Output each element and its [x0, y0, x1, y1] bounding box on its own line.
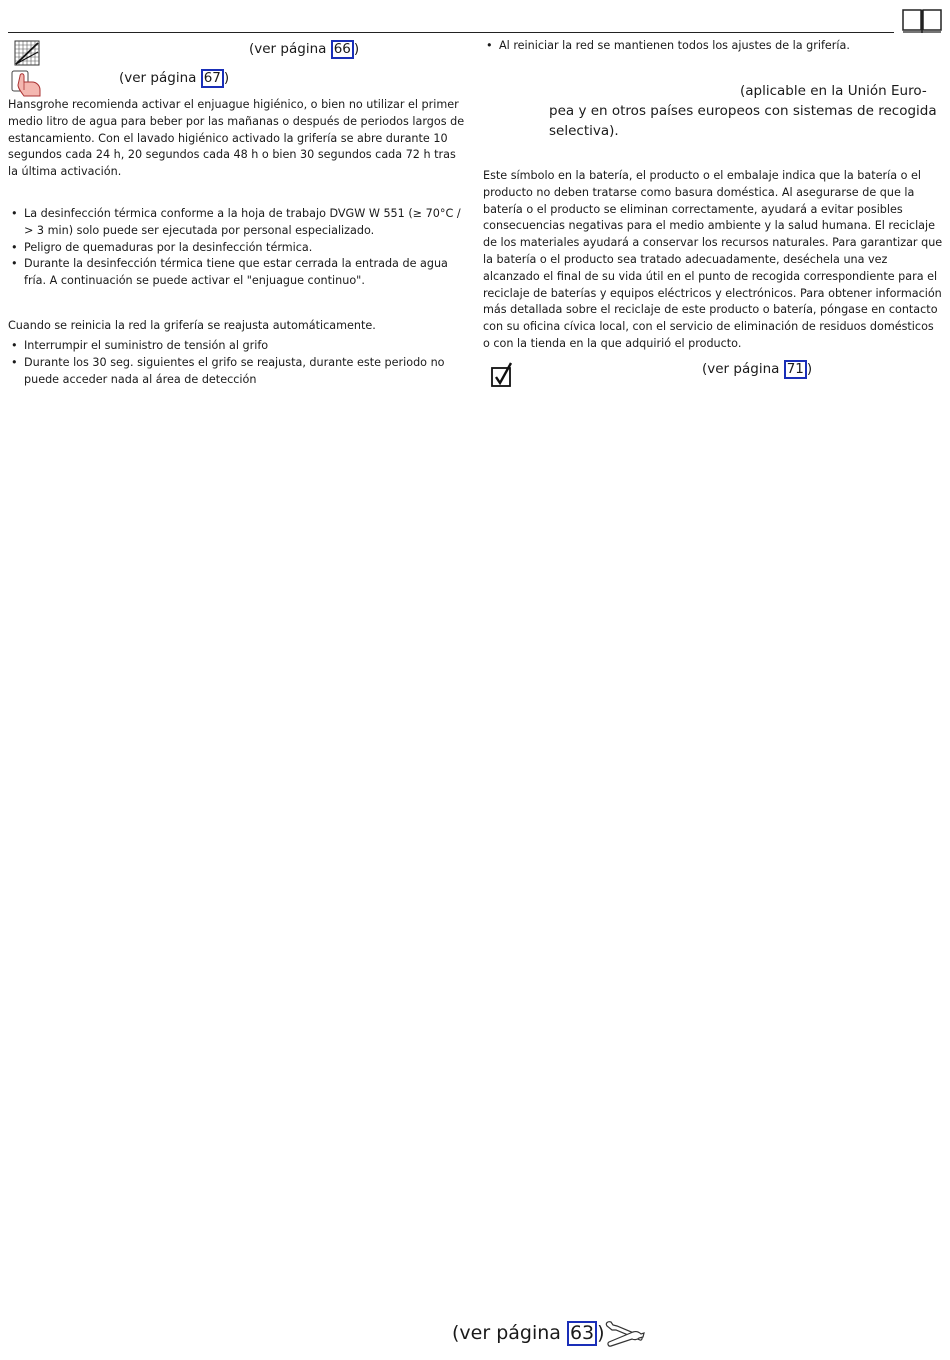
page-ref-71[interactable]: (ver página 71 ) — [702, 361, 813, 377]
open-book-icon — [902, 8, 942, 34]
network-reset-list — [483, 38, 943, 55]
list-item: • Interrumpir el suministro de tensión al grifo — [8, 338, 448, 355]
page-link-71[interactable]: 71 — [784, 360, 807, 379]
list-item: • La desinfección térmica conforme a la hoja de trabajo DVGW W 551 (≥ 70°C / > 3 min) solo puede ser ejecutada por personal especializado. — [8, 206, 468, 240]
header-rule — [8, 32, 894, 33]
reset-list — [8, 338, 448, 388]
eu-note-line1: (aplicable en la Unión Euro- — [740, 83, 927, 99]
footer-page-ref-63[interactable]: (ver página 63 ) — [452, 1322, 605, 1344]
list-item: • Peligro de quemaduras por la desinfección térmica. — [8, 240, 468, 257]
page-ref-67[interactable]: (ver página 67 ) — [119, 70, 230, 86]
eu-note-line3: selectiva). — [549, 123, 619, 139]
reset-intro: Cuando se reinicia la red la grifería se reajusta automáticamente. — [8, 319, 376, 332]
page-ref-66[interactable]: (ver página 66 ) — [249, 41, 360, 57]
wrench-tools-icon — [603, 1320, 645, 1348]
list-item: • Al reiniciar la red se mantienen todos los ajustes de la grifería. — [483, 38, 943, 55]
page-link-66[interactable]: 66 — [331, 40, 354, 59]
page-link-63[interactable]: 63 — [567, 1321, 597, 1346]
disinfection-list — [8, 206, 468, 290]
grid-chart-icon — [14, 40, 40, 66]
list-item: • Durante los 30 seg. siguientes el grifo se reajusta, durante este periodo no puede acceder nada al área de detección — [8, 355, 448, 389]
checkbox-check-icon — [490, 362, 514, 388]
eu-note-line2: pea y en otros países europeos con sistemas de recogida — [549, 103, 937, 119]
list-item: • Durante la desinfección térmica tiene que estar cerrada la entrada de agua fría. A continuación se puede activar el "enjuague continuo". — [8, 256, 468, 290]
disposal-paragraph: Este símbolo en la batería, el producto o el embalaje indica que la batería o el producto no deben tratarse como basura doméstica. Al asegurarse de que la batería o el producto se eliminan correctamente, ayudará a evitar posibles consecuencias negativas para el medio ambiente y la salud humana. El reciclaje de los materiales ayudará a conservar los recursos naturales. Para garantizar que la batería o el producto sea tratado adecuadamente, deséchela una vez alcanzado el final de su vida útil en el punto de recogida correspondiente para el reciclaje de baterías y equipos eléctricos y electrónicos. Para obtener información más detallada sobre el reciclaje de este producto o batería, póngase en contacto con su oficina cívica local, con el servicio de eliminación de residuos domésticos o con la tienda en la que adquirió el producto. — [483, 169, 943, 350]
hygiene-paragraph: Hansgrohe recomienda activar el enjuague higiénico, o bien no utilizar el primer medio litro de agua para beber por las mañanas o después de periodos largos de estancamiento. Con el lavado higiénico activado la grifería se abre durante 10 segundos cada 24 h, 20 segundos cada 48 h o bien 30 segundos cada 72 h tras la última activación. — [8, 98, 465, 179]
hand-touch-icon — [10, 68, 44, 98]
page-link-67[interactable]: 67 — [201, 69, 224, 88]
